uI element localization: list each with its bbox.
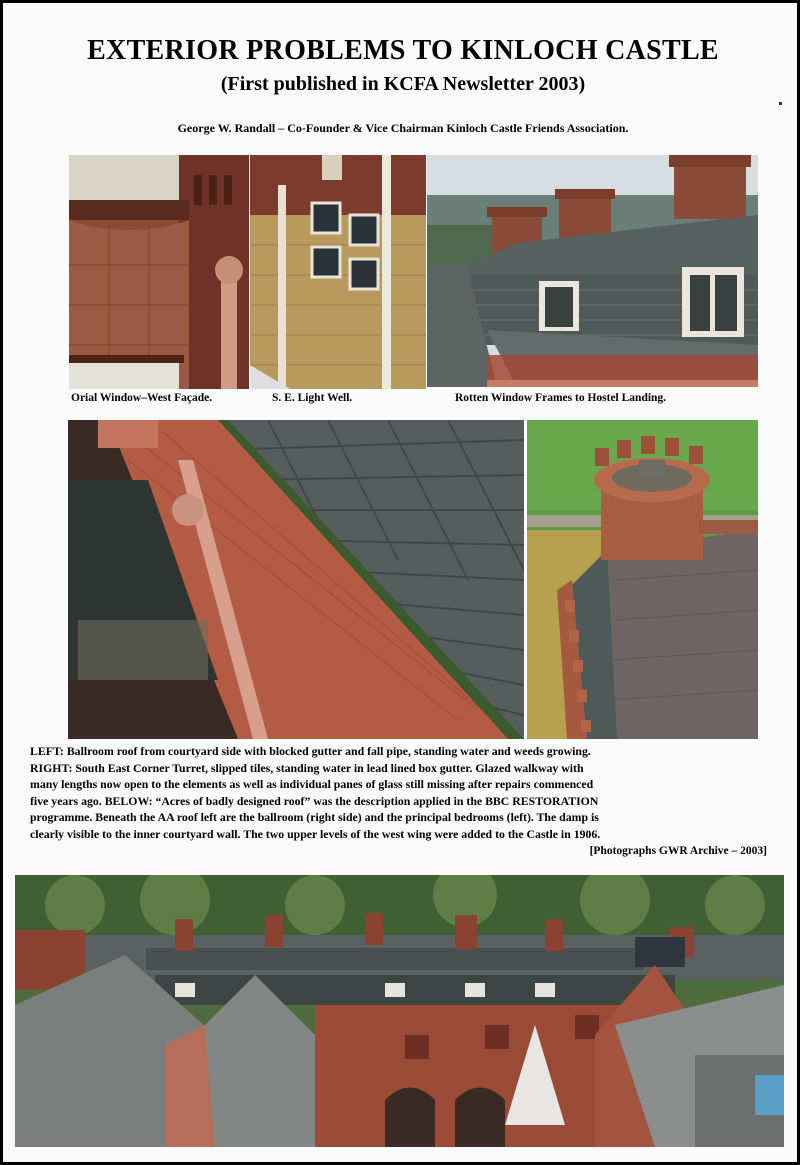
caption-window-frames: Rotten Window Frames to Hostel Landing. — [455, 392, 667, 404]
photo-ballroom-roof — [68, 420, 524, 739]
photo-light-well — [250, 155, 426, 389]
description-line: programme. Beneath the AA roof left are the ballroom (right side) and the principal bedrooms (left). The damp is — [30, 810, 599, 824]
description-line: LEFT: Ballroom roof from courtyard side with blocked gutter and fall pipe, standing water and weeds growing. — [30, 744, 591, 758]
photo-credit: [Photographs GWR Archive – 2003] — [589, 845, 767, 857]
photo-description — [30, 743, 780, 842]
print-speck — [779, 102, 782, 105]
description-line: five years ago. BELOW: “Acres of badly designed roof” was the description applied in the BBC RESTORATION — [30, 793, 599, 808]
photo-rotten-window-frames — [427, 155, 758, 387]
description-line: RIGHT: South East Corner Turret, slipped tiles, standing water in lead lined box gutter. Glazed walkway with — [30, 760, 584, 775]
caption-oriel-window: Orial Window–West Façade. — [71, 392, 213, 404]
caption-light-well: S. E. Light Well. — [272, 392, 353, 404]
page-subtitle: (First published in KCFA Newsletter 2003) — [220, 73, 586, 95]
photo-oriel-window — [69, 155, 249, 389]
page-title: EXTERIOR PROBLEMS TO KINLOCH CASTLE — [87, 35, 719, 66]
photo-corner-turret — [527, 420, 758, 739]
photo-castle-roofs — [15, 875, 784, 1147]
author-line: George W. Randall – Co-Founder & Vice Chairman Kinloch Castle Friends Association. — [177, 121, 629, 135]
description-line: many lengths now open to the elements as well as individual panes of glass still missing after repairs commenced — [30, 777, 594, 791]
description-line: clearly visible to the inner courtyard wall. The two upper levels of the west wing were added to the Castle in 1906. — [30, 826, 601, 841]
